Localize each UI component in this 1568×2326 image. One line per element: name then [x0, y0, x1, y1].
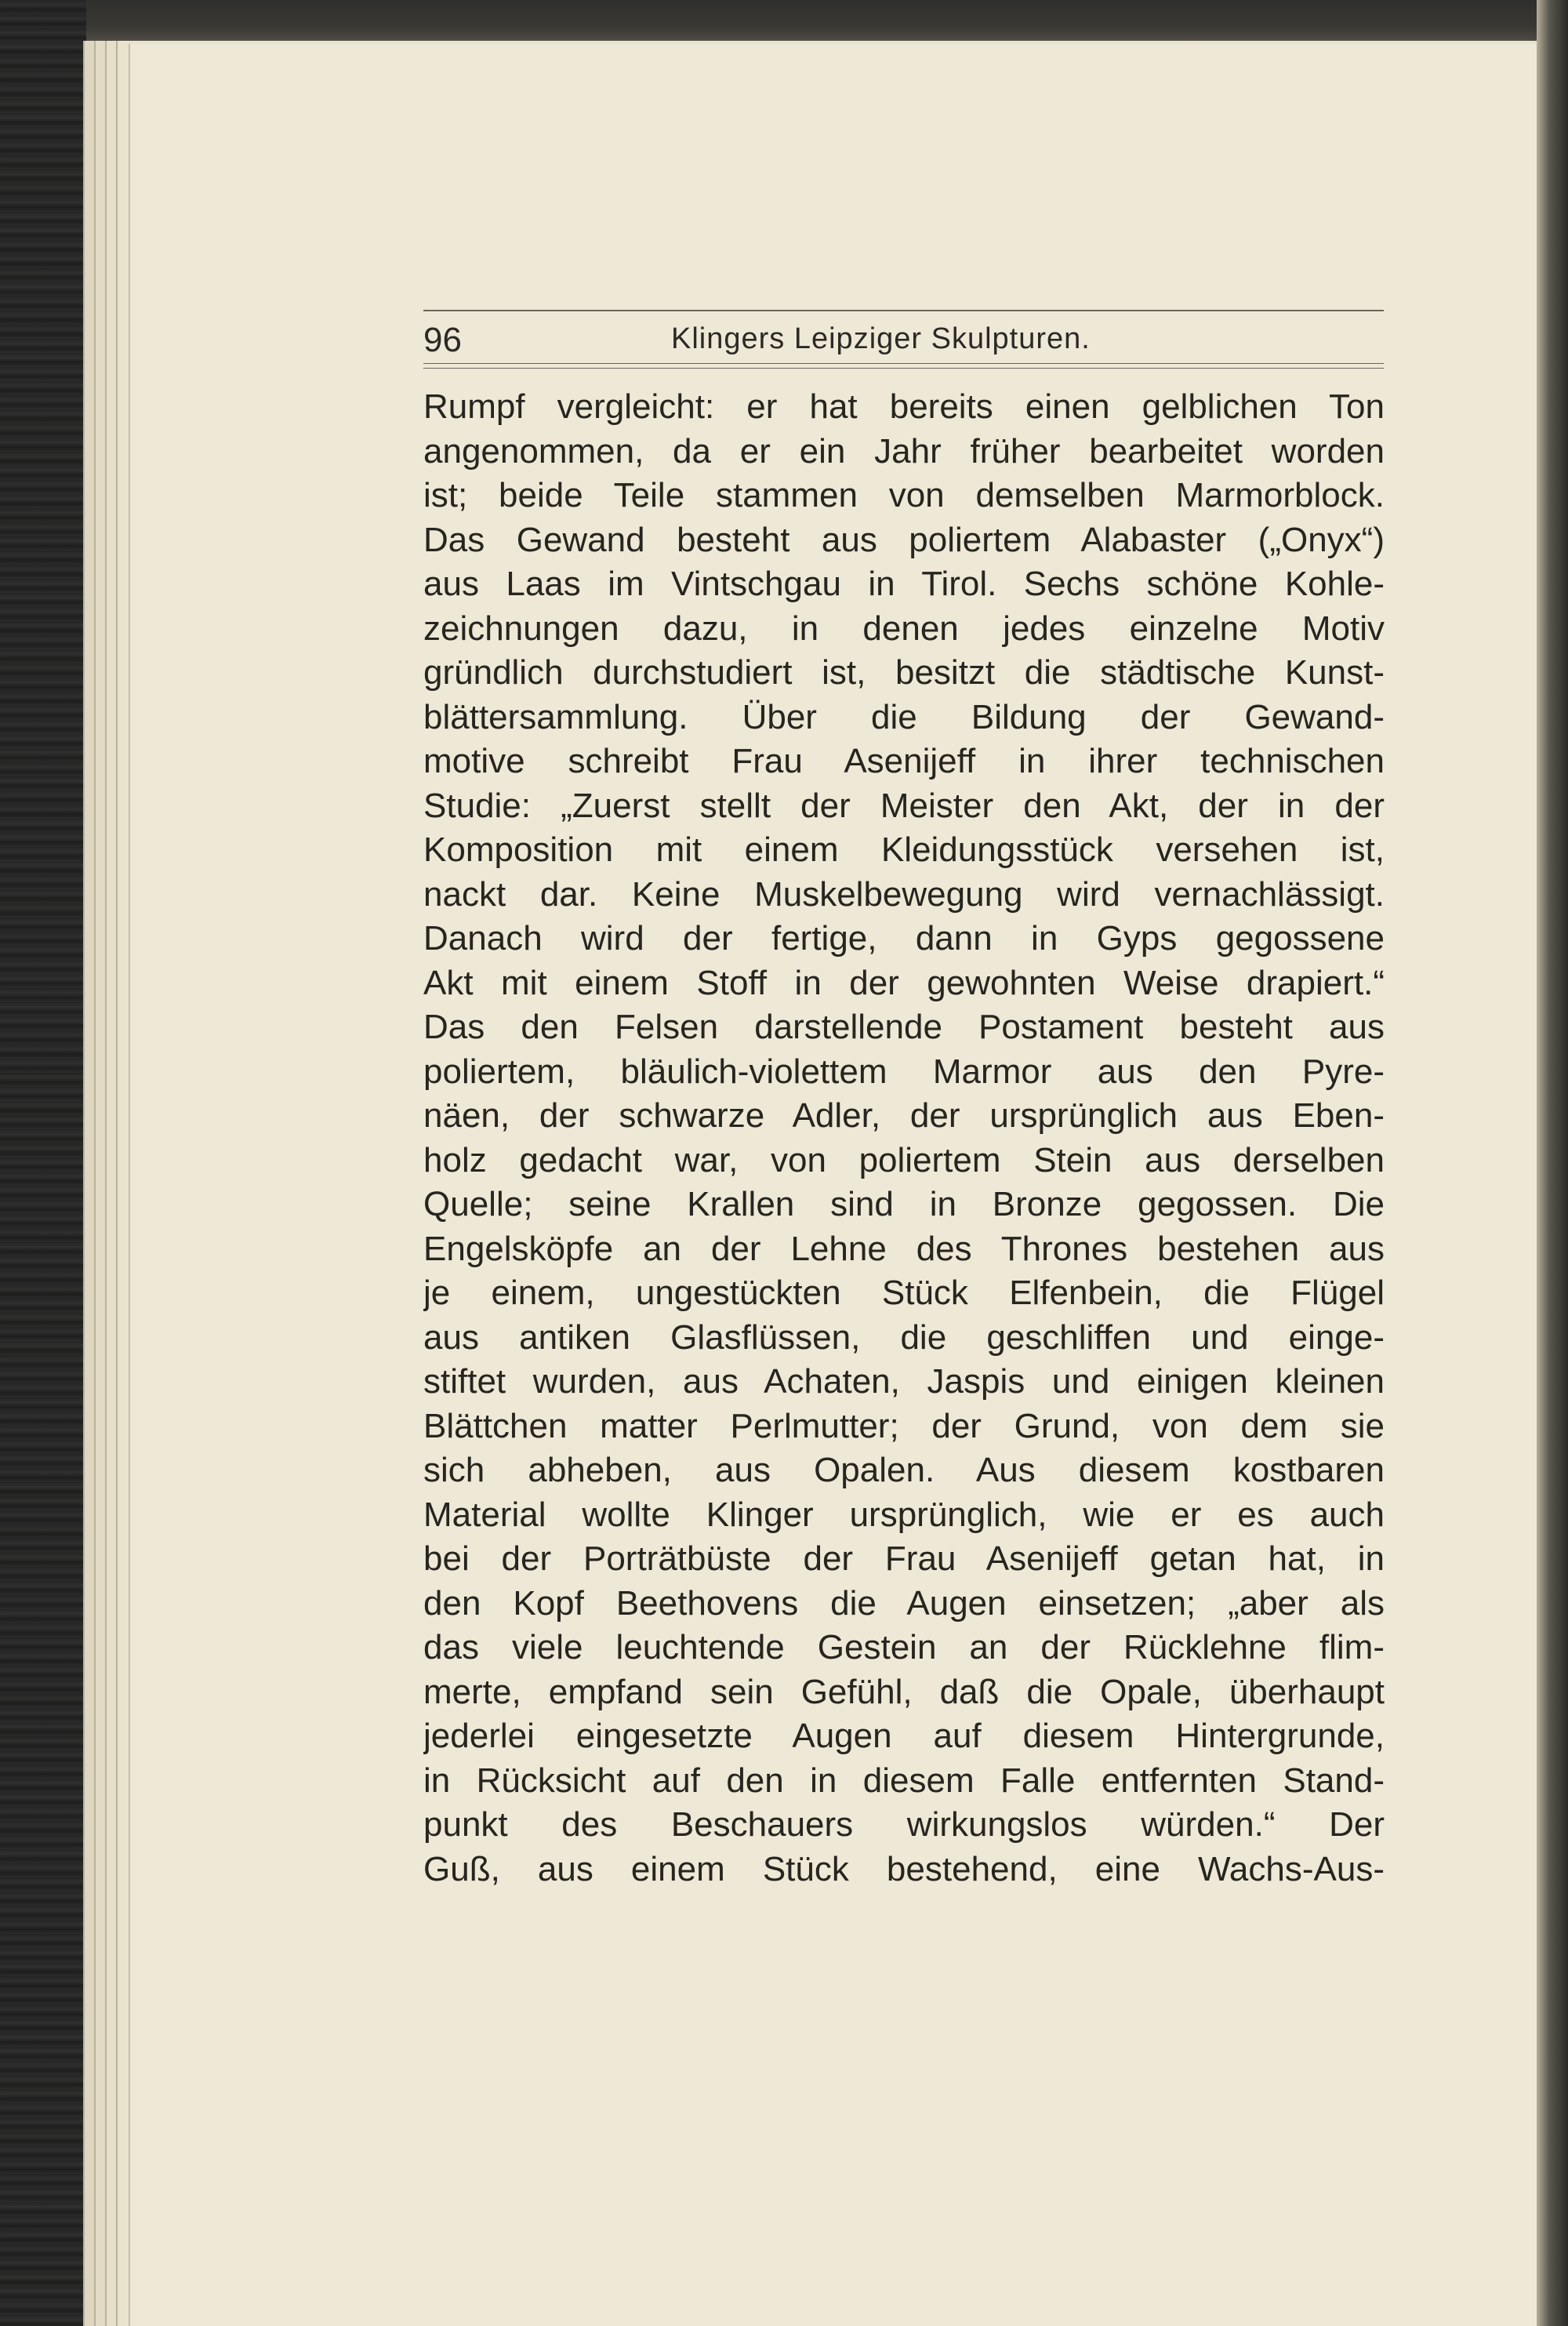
text-line: jederlei eingesetzte Augen auf diesem Hintergrunde,: [423, 1717, 1385, 1755]
text-line: Guß, aus einem Stück bestehend, eine Wachs-Aus-: [423, 1849, 1385, 1888]
text-line: Blättchen matter Perlmutter; der Grund, von dem sie: [423, 1406, 1385, 1445]
text-line: nackt dar. Keine Muskelbewegung wird vernachlässigt.: [423, 874, 1385, 914]
text-line: je einem, ungestückten Stück Elfenbein, die Flügel: [423, 1274, 1385, 1312]
text-line: punkt des Beschauers wirkungslos würden.“ Der: [423, 1805, 1385, 1844]
text-line: stiftet wurden, aus Achaten, Jaspis und einigen kleinen: [423, 1362, 1385, 1401]
text-line: blättersammlung. Über die Bildung der Gewand-: [423, 697, 1385, 736]
text-line: Das Gewand besteht aus poliertem Alabaster („Onyx“): [423, 520, 1385, 559]
text-line: Rumpf vergleicht: er hat bereits einen gelblichen Ton: [423, 387, 1385, 426]
text-line: den Kopf Beethovens die Augen einsetzen; „aber als: [423, 1583, 1385, 1623]
text-line: in Rücksicht auf den in diesem Falle entfernten Stand-: [423, 1761, 1385, 1800]
text-line: das viele leuchtende Gestein an der Rücklehne flim-: [423, 1628, 1385, 1666]
text-line: Quelle; seine Krallen sind in Bronze gegossen. Die: [423, 1185, 1385, 1223]
text-line: aus antiken Glasflüssen, die geschliffen und einge-: [423, 1317, 1385, 1357]
text-line: ist; beide Teile stammen von demselben Marmorblock.: [423, 476, 1385, 514]
text-line: Engelsköpfe an der Lehne des Thrones bestehen aus: [423, 1229, 1385, 1268]
text-line: Danach wird der fertige, dann in Gyps gegossene: [423, 919, 1385, 958]
page-header: [423, 310, 1384, 370]
text-line: angenommen, da er ein Jahr früher bearbeitet worden: [423, 431, 1385, 471]
text-line: holz gedacht war, von poliertem Stein aus derselben: [423, 1140, 1385, 1179]
text-line: Studie: „Zuerst stellt der Meister den Akt, der in der: [423, 786, 1385, 825]
book-cover-binding: [0, 0, 86, 2326]
text-line: Material wollte Klinger ursprünglich, wie er es auch: [423, 1495, 1385, 1534]
text-line: Komposition mit einem Kleidungsstück versehen ist,: [423, 830, 1385, 869]
text-line: Akt mit einem Stoff in der gewohnten Weise drapiert.“: [423, 963, 1385, 1002]
text-line: gründlich durchstudiert ist, besitzt die städtische Kunst-: [423, 653, 1385, 692]
page-number: 96: [423, 321, 462, 359]
text-line: merte, empfand sein Gefühl, daß die Opale, überhaupt: [423, 1672, 1385, 1711]
text-line: Das den Felsen darstellende Postament besteht aus: [423, 1008, 1385, 1046]
header-double-rule: [423, 363, 1384, 369]
text-line: zeichnungen dazu, in denen jedes einzelne Motiv: [423, 609, 1385, 648]
text-line: bei der Porträtbüste der Frau Asenijeff getan hat, in: [423, 1539, 1385, 1578]
text-line: sich abheben, aus Opalen. Aus diesem kostbaren: [423, 1451, 1385, 1489]
text-line: aus Laas im Vintschgau in Tirol. Sechs schöne Kohle-: [423, 565, 1385, 603]
running-title: Klingers Leipziger Skulpturen.: [671, 322, 1091, 355]
body-text: [423, 385, 1385, 1892]
text-line: näen, der schwarze Adler, der ursprünglich aus Eben-: [423, 1096, 1385, 1135]
book-cover-top: [0, 0, 1568, 45]
book-cover-right-edge: [1537, 0, 1568, 2326]
text-line: poliertem, bläulich-violettem Marmor aus den Pyre-: [423, 1052, 1385, 1091]
text-line: motive schreibt Frau Asenijeff in ihrer technischen: [423, 742, 1385, 780]
